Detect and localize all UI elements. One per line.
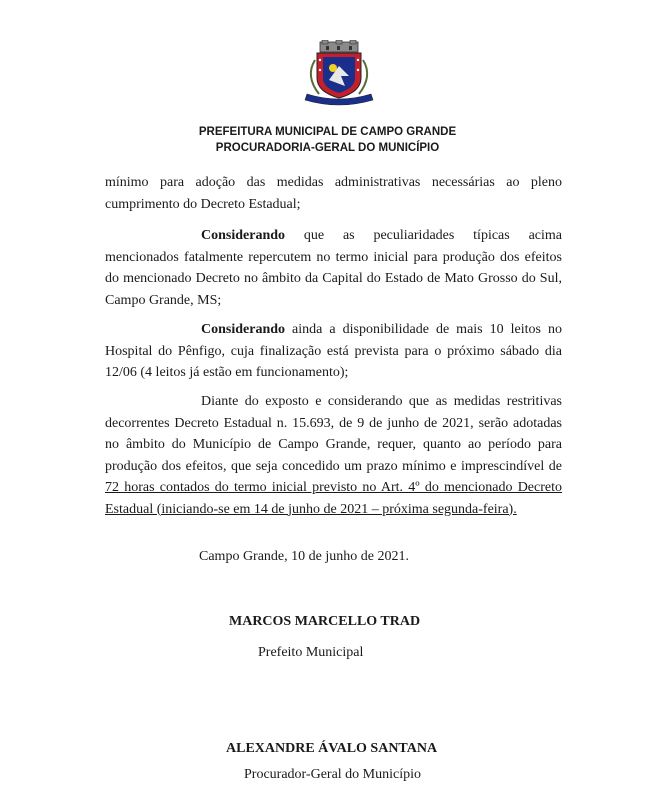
- header-institution: PREFEITURA MUNICIPAL DE CAMPO GRANDE: [198, 126, 457, 138]
- signature-name-attorney: ALEXANDRE ÁVALO SANTANA: [226, 741, 438, 756]
- considerando-label: Considerando: [201, 322, 286, 337]
- date-line: Campo Grande, 10 de junho de 2021.: [199, 549, 409, 564]
- header-department: PROCURADORIA-GERAL DO MUNICÍPIO: [215, 142, 440, 154]
- paragraph-considerando-2: [105, 319, 562, 384]
- paragraph-continuation: mínimo para adoção das medidas administrativas necessárias ao pleno cumprimento do Decreto Estadual;: [105, 175, 562, 212]
- considerando-label: Considerando: [201, 228, 286, 243]
- coat-of-arms-logo: [301, 40, 377, 106]
- paragraph-request: [105, 391, 562, 520]
- paragraph-text: Diante do exposto e considerando que as medidas restritivas decorrentes Decreto Estadual n. 15.693, de 9 de junho de 2021, serão adotadas no âmbito do Município de Campo Grande, requer, quanto ao período para produção dos efeitos, que seja concedido um prazo mínimo e imprescindível de: [105, 394, 562, 474]
- signature-name-mayor: MARCOS MARCELLO TRAD: [229, 614, 421, 629]
- signature-title-attorney: Procurador-Geral do Município: [244, 767, 422, 782]
- underlined-deadline: 72 horas contados do termo inicial previsto no Art. 4º do mencionado Decreto Estadual (iniciando-se em 14 de junho de 2021 – próxima segunda-feira).: [105, 480, 562, 517]
- paragraph-considerando-1: [105, 225, 562, 311]
- signature-title-mayor: Prefeito Municipal: [258, 645, 364, 660]
- paragraph-text: ainda a disponibilidade de mais 10 leitos no Hospital do Pênfigo, cuja finalização está prevista para o próximo sábado dia 12/06 (4 leitos já estão em funcionamento);: [105, 322, 562, 380]
- paragraph-text: que as peculiaridades típicas acima mencionados fatalmente repercutem no termo inicial para produção dos efeitos do mencionado Decreto no âmbito da Capital do Estado de Mato Grosso do Sul, Campo Grande, MS;: [105, 228, 562, 308]
